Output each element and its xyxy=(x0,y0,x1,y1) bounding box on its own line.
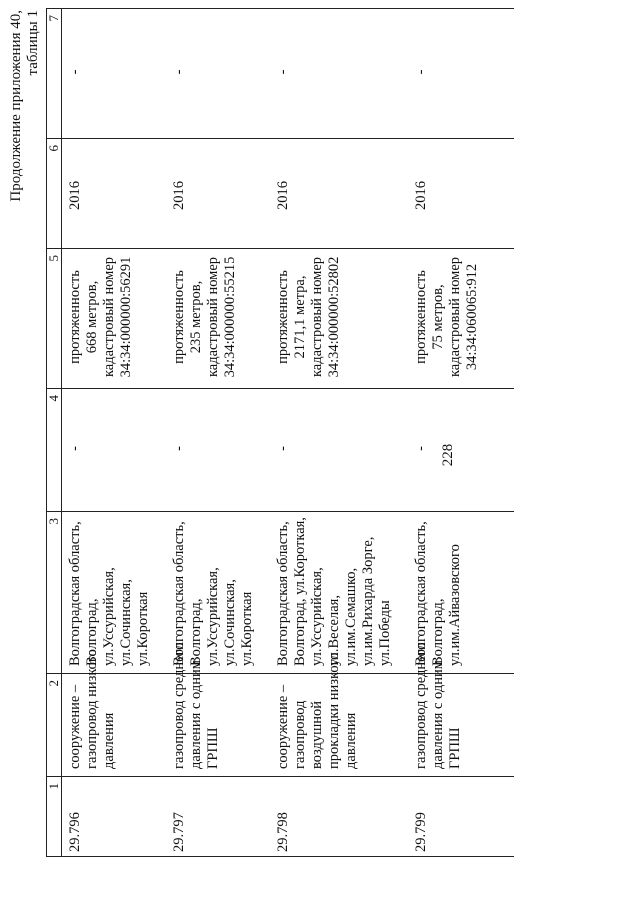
object-specs-line: кадастровый номер xyxy=(101,256,117,378)
commission-year: 2016 xyxy=(166,139,270,249)
object-address-line: Волгоградская область, xyxy=(170,521,187,666)
object-specs xyxy=(408,249,514,389)
col4-value: - xyxy=(408,389,514,512)
object-name-line: давления с одним xyxy=(429,660,446,769)
object-address-line: Волгоградская область, xyxy=(412,521,429,666)
object-specs-line: 34:34:000000:55215 xyxy=(221,256,238,378)
object-address xyxy=(408,512,514,674)
object-address-line: ул.им.Рихарда Зорге, xyxy=(359,536,376,666)
object-address-line: ул.им.Айвазовского xyxy=(446,544,463,666)
object-name xyxy=(270,652,408,777)
object-name-line: газопровод среднего xyxy=(170,642,187,769)
object-address-line: Волгоград, xyxy=(187,598,204,666)
object-specs-line: 34:34:000000:56291 xyxy=(118,256,134,378)
object-specs xyxy=(270,249,408,389)
object-specs-line: кадастровый номер xyxy=(446,256,463,378)
object-name-line: сооружение – xyxy=(274,684,291,769)
column-header: 2 xyxy=(47,674,62,777)
object-name-line: газопровод низкого xyxy=(84,649,100,769)
table-row xyxy=(62,9,166,857)
object-specs-line: протяженность xyxy=(170,270,187,364)
object-specs-line: протяженность xyxy=(67,270,83,364)
object-name-line: воздушной xyxy=(308,700,325,769)
page-number: 228 xyxy=(440,443,456,467)
object-address-line: ул.Победы xyxy=(376,600,393,666)
object-name-line: давления с одним xyxy=(187,660,204,769)
object-specs-line: 668 метров, xyxy=(84,280,100,354)
object-specs xyxy=(62,249,166,389)
commission-year: 2016 xyxy=(408,139,514,249)
object-name-line: газопровод xyxy=(291,700,308,769)
object-specs-line: 2171,1 метра, xyxy=(291,275,308,359)
object-address-line: ул.Короткая xyxy=(135,591,151,666)
col7-value: - xyxy=(62,9,166,139)
column-numbers-row xyxy=(47,9,62,857)
table-row xyxy=(270,9,408,857)
object-name xyxy=(408,642,514,777)
object-address xyxy=(62,512,166,674)
object-name-line: газопровод среднего xyxy=(412,642,429,769)
column-header: 3 xyxy=(47,512,62,674)
object-name-line: ГРПШ xyxy=(446,727,463,769)
object-address xyxy=(166,512,270,674)
object-name xyxy=(166,642,270,777)
object-specs-line: протяженность xyxy=(274,270,291,364)
object-specs-line: 34:34:060065:912 xyxy=(463,263,480,371)
object-address-line: ул.Сочинская, xyxy=(118,579,134,666)
row-number: 29.799 xyxy=(408,777,514,857)
object-specs-line: кадастровый номер xyxy=(204,256,221,378)
object-address-line: ул.Сочинская, xyxy=(221,579,238,666)
appendix-header xyxy=(8,10,42,205)
table-row xyxy=(166,9,270,857)
object-address-line: ул.Короткая xyxy=(238,591,255,666)
col7-value: - xyxy=(166,9,270,139)
column-header: 7 xyxy=(47,9,62,139)
object-address-line: ул.Уссурийская, xyxy=(204,567,221,666)
column-header: 5 xyxy=(47,249,62,389)
commission-year: 2016 xyxy=(62,139,166,249)
object-address-line: Волгоград, xyxy=(429,598,446,666)
object-address xyxy=(270,512,408,674)
object-name-line: давления xyxy=(342,712,359,769)
row-number: 29.797 xyxy=(166,777,270,857)
column-header: 4 xyxy=(47,389,62,512)
row-number: 29.798 xyxy=(270,777,408,857)
object-specs-line: 34:34:000000:52802 xyxy=(325,256,342,378)
object-specs xyxy=(166,249,270,389)
col4-value: - xyxy=(270,389,408,512)
object-address-line: Волгоградская область, xyxy=(274,521,291,666)
commission-year: 2016 xyxy=(270,139,408,249)
object-specs-line: 75 метров, xyxy=(429,284,446,350)
table-row xyxy=(408,9,514,857)
object-address-line: ул.Уссурийская, xyxy=(101,567,117,666)
object-address-line: Волгоградская область, xyxy=(67,521,83,666)
row-number: 29.796 xyxy=(62,777,166,857)
object-name-line: сооружение – xyxy=(67,684,83,769)
object-specs-line: протяженность xyxy=(412,270,429,364)
object-specs-line: 235 метров, xyxy=(187,280,204,354)
object-address-line: ул.Уссурийская, xyxy=(308,567,325,666)
object-address-line: Волгоград, ул.Короткая, xyxy=(291,517,308,666)
object-name-line: давления xyxy=(101,712,117,769)
col7-value: - xyxy=(270,9,408,139)
object-address-line: ул.Веселая, xyxy=(325,595,342,666)
object-address-line: Волгоград, xyxy=(84,598,100,666)
object-name-line: прокладки низкого xyxy=(325,652,342,769)
object-name-line: ГРПШ xyxy=(204,727,221,769)
object-name xyxy=(62,649,166,777)
col4-value: - xyxy=(166,389,270,512)
appendix-header-line1: Продолжение приложения 40, xyxy=(8,10,24,202)
appendix-header-line2: таблицы 1 xyxy=(25,10,41,76)
column-header: 6 xyxy=(47,139,62,249)
object-specs-line: кадастровый номер xyxy=(308,256,325,378)
col7-value: - xyxy=(408,9,514,139)
object-address-line: ул.им.Семашко, xyxy=(342,567,359,666)
col4-value: - xyxy=(62,389,166,512)
column-header: 1 xyxy=(47,777,62,857)
